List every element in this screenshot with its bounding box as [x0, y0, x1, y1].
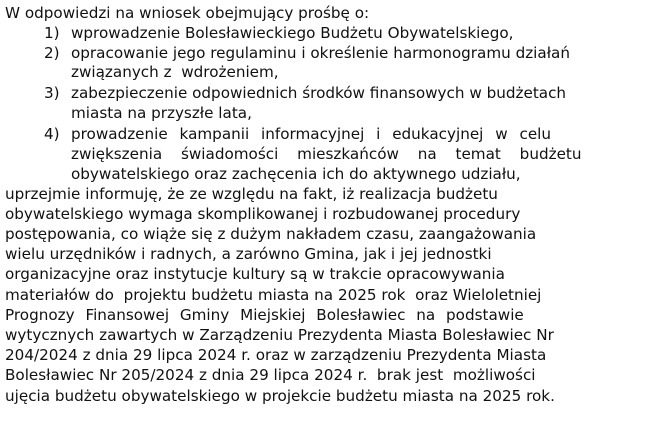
- request-3-line-2: miasta na przyszłe lata,: [71, 104, 252, 122]
- request-2-number: 2): [44, 44, 60, 62]
- response-line-5: organizacyjne oraz instytucje kultury są w trakcie opracowywania: [5, 265, 505, 283]
- response-line-11: ujęcia budżetu obywatelskiego w projekcie budżetu miasta na 2025 rok.: [5, 387, 555, 405]
- intro-line: [5, 4, 625, 24]
- response-line-6: materiałów do projektu budżetu miasta na 2025 rok oraz Wieloletniej: [5, 286, 542, 304]
- request-4-line-1: prowadzenie kampanii informacyjnej i edukacyjnej w celu: [71, 125, 552, 143]
- response-line-10: Bolesławiec Nr 205/2024 z dnia 29 lipca 2024 r. brak jest możliwości: [5, 366, 536, 384]
- response-line-3: postępowania, co wiąże się z dużym nakładem czasu, zaangażowania: [5, 225, 537, 243]
- intro-text: W odpowiedzi na wniosek obejmujący prośbę o:: [5, 4, 370, 22]
- response-line-1: uprzejmie informuję, że ze względu na fakt, iż realizacja budżetu: [5, 185, 498, 203]
- request-4-line-3: obywatelskiego oraz zachęcenia ich do aktywnego udziału,: [71, 165, 521, 183]
- request-3-number: 3): [44, 84, 60, 102]
- response-line-2: obywatelskiego wymaga skomplikowanej i rozbudowanej procedury: [5, 205, 521, 223]
- response-line-4: wielu urzędników i radnych, a zarówno Gmina, jak i jej jednostki: [5, 245, 492, 263]
- request-1-number: 1): [44, 24, 60, 42]
- request-2-line-2: związanych z wdrożeniem,: [71, 63, 279, 81]
- request-1-line-1: wprowadzenie Bolesławieckiego Budżetu Obywatelskiego,: [71, 24, 514, 42]
- request-3-line-1: zabezpieczenie odpowiednich środków finansowych w budżetach: [71, 84, 567, 102]
- response-line-8: wytycznych zawartych w Zarządzeniu Prezydenta Miasta Bolesławiec Nr: [5, 326, 554, 344]
- response-line-7: Prognozy Finansowej Gminy Miejskiej Bolesławiec na podstawie: [5, 306, 524, 324]
- response-line-9: 204/2024 z dnia 29 lipca 2024 r. oraz w zarządzeniu Prezydenta Miasta: [5, 346, 547, 364]
- request-4-number: 4): [44, 125, 60, 143]
- request-2-line-1: opracowanie jego regulaminu i określenie harmonogramu działań: [71, 44, 570, 62]
- request-4-line-2: zwiększenia świadomości mieszkańców na temat budżetu: [71, 145, 582, 163]
